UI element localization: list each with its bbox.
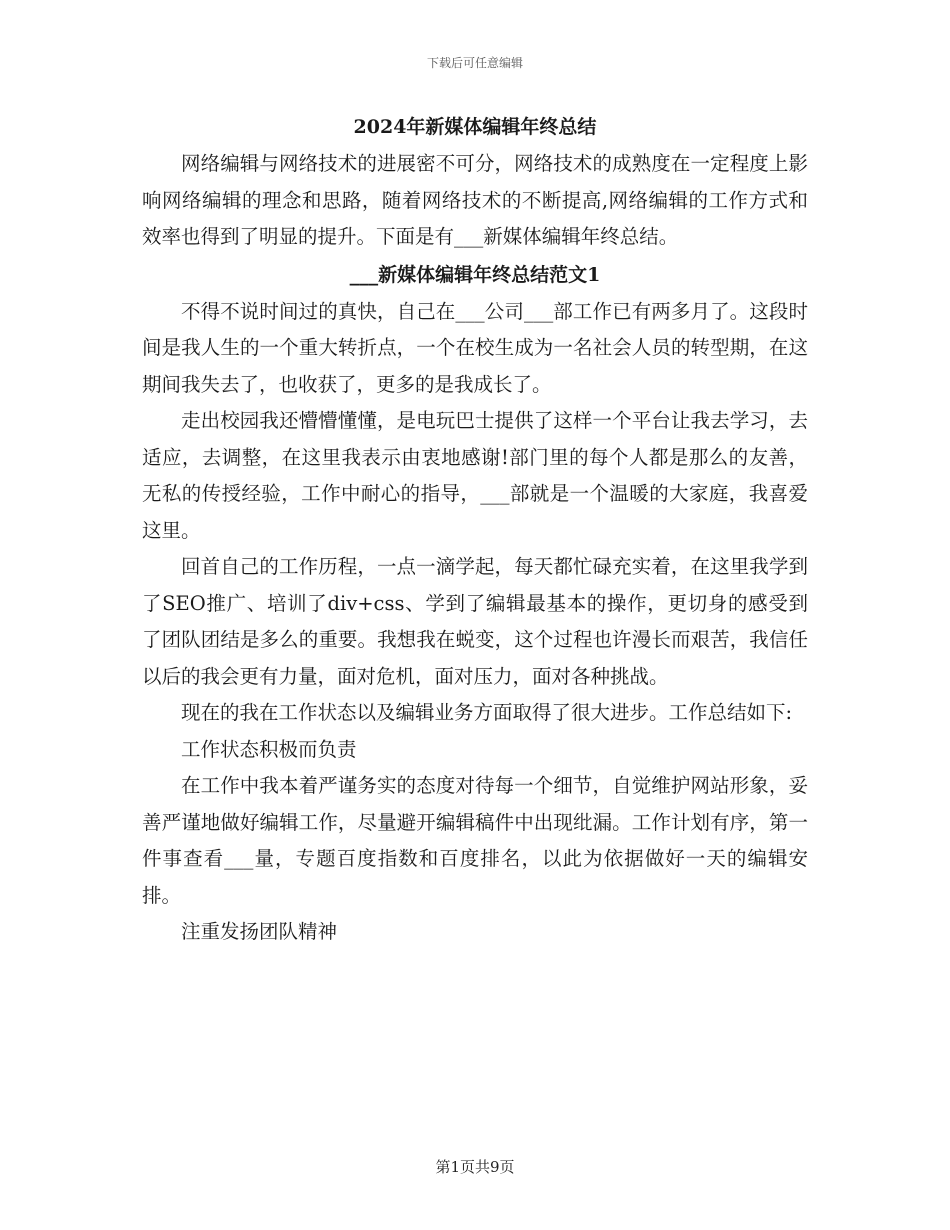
body-paragraph: 不得不说时间过的真快，自己在___公司___部工作已有两多月了。这段时间是我人生的一个重大转折点，一个在校生成为一名社会人员的转型期，在这期间我失去了，也收获了，更多的是我成长了。 — [142, 299, 808, 396]
document-body — [142, 112, 808, 951]
subheading-paragraph: 工作状态积极而负责 — [181, 737, 357, 761]
body-paragraph: 回首自己的工作历程，一点一滴学起，每天都忙碌充实着，在这里我学到了SEO推广、培训了div+css、学到了编辑最基本的操作，更切身的感受到了团队团结是多么的重要。我想我在蜕变，这个过程也许漫长而艰苦，我信任以后的我会更有力量，面对危机，面对压力，面对各种挑战。 — [142, 555, 808, 688]
body-paragraph: 现在的我在工作状态以及编辑业务方面取得了很大进步。工作总结如下: — [181, 701, 793, 724]
body-paragraph: 在工作中我本着严谨务实的态度对待每一个细节，自觉维护网站形象，妥善严谨地做好编辑工作，尽量避开编辑稿件中出现纰漏。工作计划有序，第一件事查看___量，专题百度指数和百度排名，以此为依据做好一天的编辑安排。 — [142, 774, 808, 907]
section-title: ___新媒体编辑年终总结范文1 — [349, 263, 601, 286]
document-title: 2024年新媒体编辑年终总结 — [353, 116, 597, 138]
page-header-note: 下载后可任意编辑 — [426, 56, 523, 70]
page-number-footer: 第1页共9页 — [435, 1158, 515, 1176]
intro-paragraph: 网络编辑与网络技术的进展密不可分，网络技术的成熟度在一定程度上影响网络编辑的理念和思路，随着网络技术的不断提高,网络编辑的工作方式和效率也得到了明显的提升。下面是有___新媒体编辑年终总结。 — [142, 152, 808, 248]
body-paragraph: 走出校园我还懵懵懂懂，是电玩巴士提供了这样一个平台让我去学习，去适应，去调整，在这里我表示由衷地感谢!部门里的每个人都是那么的友善，无私的传授经验，工作中耐心的指导，___部就是一个温暖的大家庭，我喜爱这里。 — [142, 409, 808, 542]
subheading-paragraph: 注重发扬团队精神 — [181, 920, 338, 943]
